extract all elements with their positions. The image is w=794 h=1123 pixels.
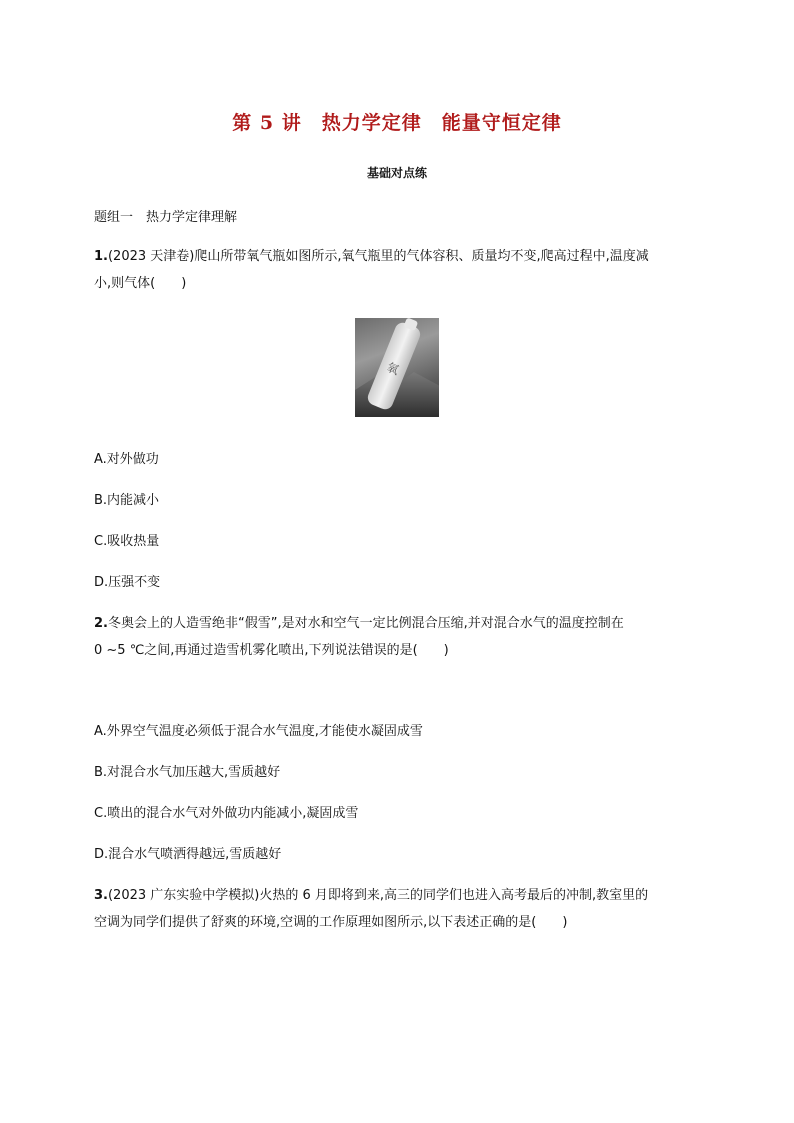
option-d: D.混合水气喷洒得越远,雪质越好 (94, 847, 282, 862)
option-d: D.压强不变 (94, 575, 161, 590)
oxygen-bottle-figure (355, 318, 439, 417)
page-title: 第 5 讲 热力学定律 能量守恒定律 (232, 112, 562, 134)
question-2-line2: 0 ~5 ℃之间,再通过造雪机雾化喷出,下列说法错误的是( ) (94, 643, 449, 658)
option-b: B.内能减小 (94, 493, 160, 508)
question-text: 冬奥会上的人造雪绝非“假雪”,是对水和空气一定比例混合压缩,并对混合水气的温度控制在 (107, 616, 624, 631)
option-b: B.对混合水气加压越大,雪质越好 (94, 765, 281, 780)
question-2 (94, 612, 624, 631)
option-a: A.对外做功 (94, 452, 159, 467)
question-number: 1. (94, 249, 108, 264)
question-text: (2023 天津卷)爬山所带氧气瓶如图所示,氧气瓶里的气体容积、质量均不变,爬高过程中,温度减 (107, 249, 649, 264)
question-number: 2. (94, 616, 108, 631)
question-1 (94, 245, 649, 264)
question-number: 3. (94, 888, 108, 903)
question-3-line2: 空调为同学们提供了舒爽的环境,空调的工作原理如图所示,以下表述正确的是( ) (94, 915, 568, 930)
bottle-label: 氧 (384, 360, 402, 378)
section-heading: 基础对点练 (366, 166, 427, 180)
option-c: C.吸收热量 (94, 534, 160, 549)
question-1-line2: 小,则气体( ) (94, 276, 187, 291)
bottle-cap (403, 318, 418, 331)
question-3 (94, 884, 648, 903)
question-text: (2023 广东实验中学模拟)火热的 6 月即将到来,高三的同学们也进入高考最后的冲制,教室里的 (107, 888, 649, 903)
option-c: C.喷出的混合水气对外做功内能减小,凝固成雪 (94, 806, 359, 821)
group-heading: 题组一 热力学定律理解 (94, 210, 238, 225)
option-a: A.外界空气温度必须低于混合水气温度,才能使水凝固成雪 (94, 724, 423, 739)
